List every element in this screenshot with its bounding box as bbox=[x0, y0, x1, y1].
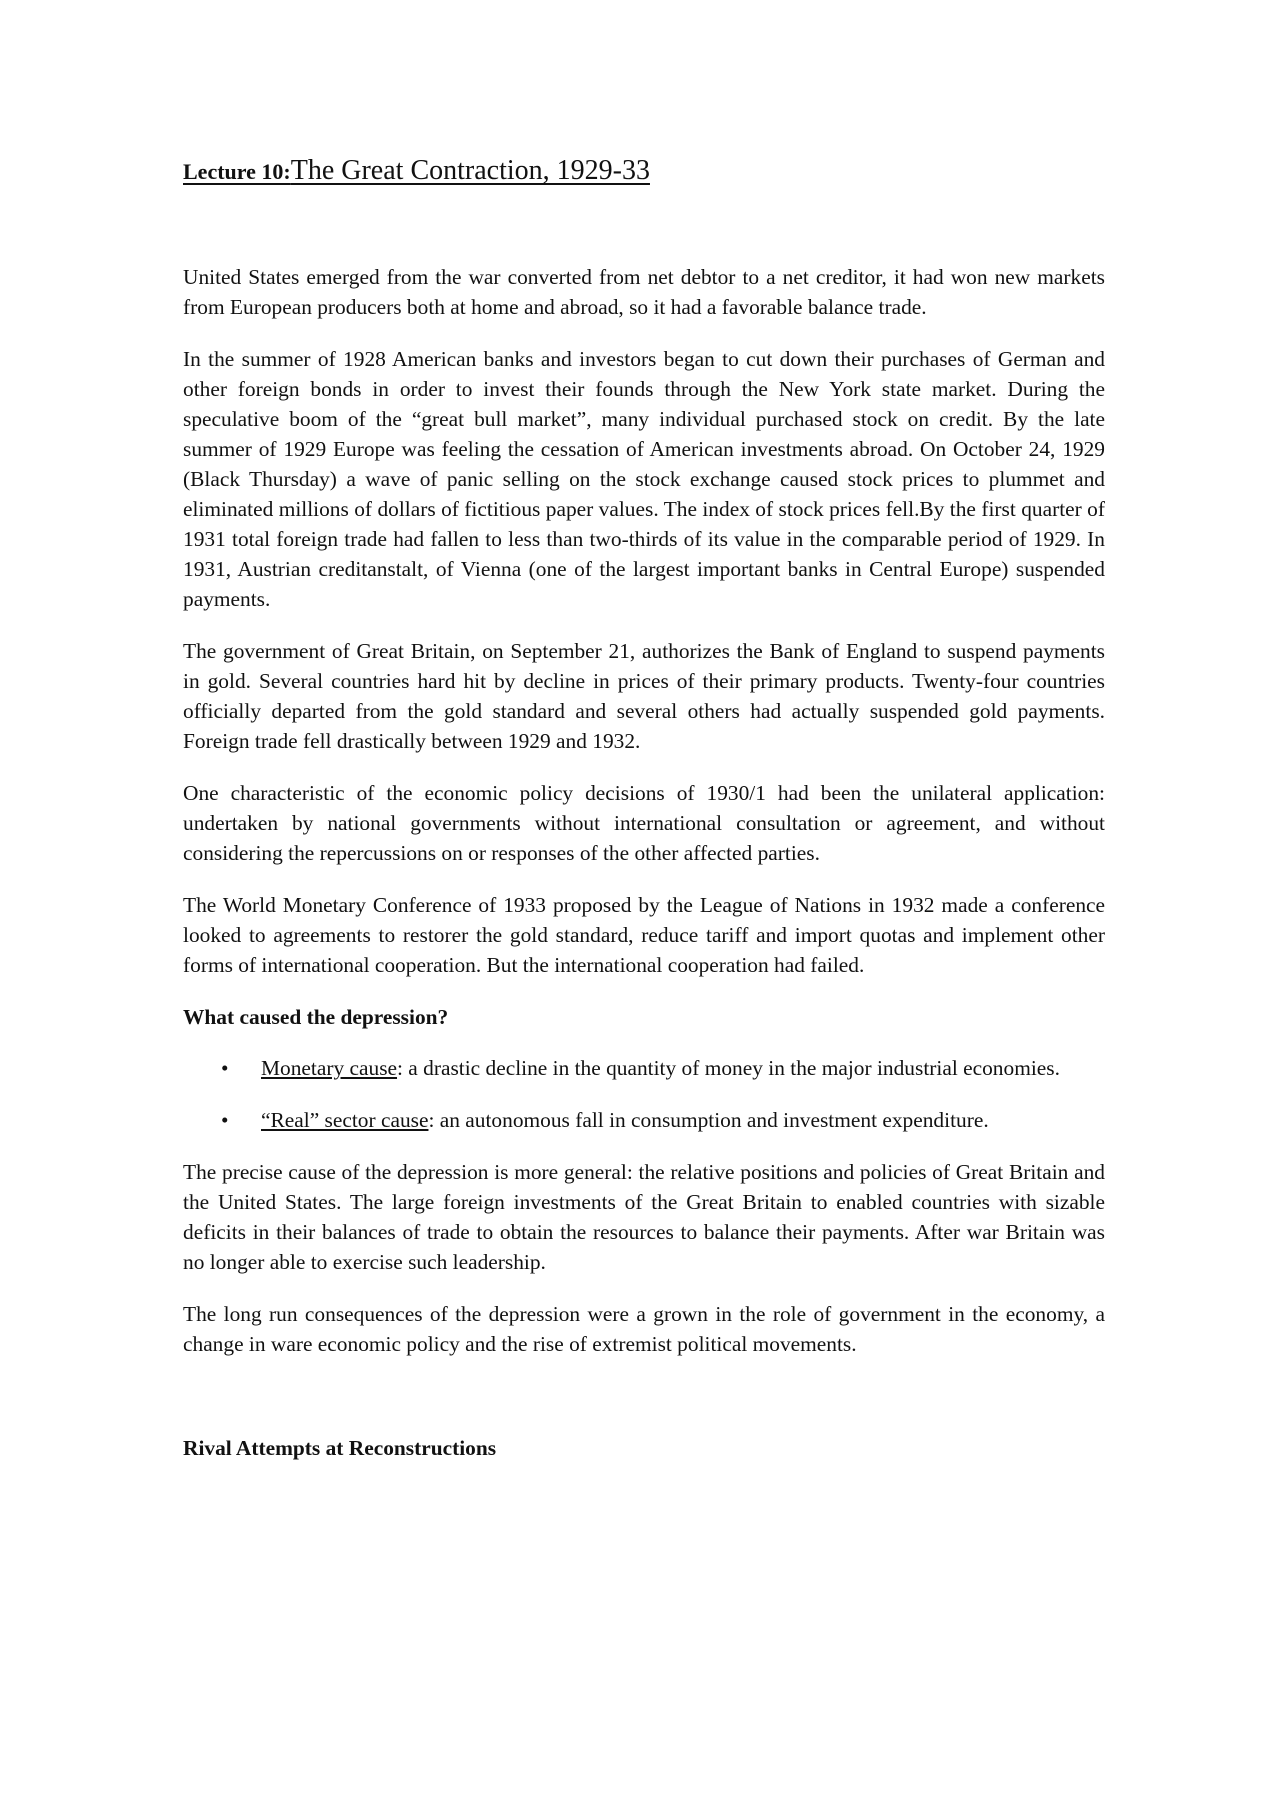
title-main: The Great Contraction, 1929-33 bbox=[290, 155, 650, 186]
list-item-real-sector-cause bbox=[183, 1105, 1105, 1135]
cause-label: “Real” sector cause bbox=[261, 1108, 429, 1132]
cause-label: Monetary cause bbox=[261, 1056, 398, 1080]
cause-text: : a drastic decline in the quantity of money in the major industrial economies. bbox=[397, 1056, 1060, 1080]
document-body bbox=[183, 262, 1105, 1484]
paragraph-long-run: The long run consequences of the depression were a grown in the role of government in the economy, a change in ware economic policy and the rise of extremist political movements. bbox=[183, 1302, 1105, 1356]
title-prefix: Lecture 10: bbox=[183, 159, 291, 184]
list-item-monetary-cause bbox=[183, 1053, 1105, 1083]
page-title bbox=[183, 150, 650, 187]
paragraph-gold-suspension: The government of Great Britain, on September 21, authorizes the Bank of England to suspend payments in gold. Several countries hard hit by decline in prices of their primary products. Twenty-four countries officially departed from the gold standard and several others had actually suspended gold payments. Foreign trade fell drastically between 1929 and 1932. bbox=[183, 639, 1105, 753]
paragraph-1928-crash: In the summer of 1928 American banks and investors began to cut down their purchases of German and other foreign bonds in order to invest their founds through the New York state market. During the speculative boom of the “great bull market”, many individual purchased stock on credit. By the late summer of 1929 Europe was feeling the cessation of American investments abroad. On October 24, 1929 (Black Thursday) a wave of panic selling on the stock exchange caused stock prices to plummet and eliminated millions of dollars of fictitious paper values. The index of stock prices fell.By the first quarter of 1931 total foreign trade had fallen to less than two-thirds of its value in the comparable period of 1929. In 1931, Austrian creditanstalt, of Vienna (one of the largest important banks in Central Europe) suspended payments. bbox=[183, 347, 1105, 611]
causes-list bbox=[183, 1053, 1105, 1135]
paragraph-precise-cause: The precise cause of the depression is more general: the relative positions and policies of Great Britain and the United States. The large foreign investments of the Great Britain to enabled countries with sizable deficits in their balances of trade to obtain the resources to balance their payments. After war Britain was no longer able to exercise such leadership. bbox=[183, 1160, 1105, 1274]
heading-rival-attempts: Rival Attempts at Reconstructions bbox=[183, 1436, 497, 1460]
cause-text: : an autonomous fall in consumption and investment expenditure. bbox=[428, 1108, 989, 1132]
bullet-icon: • bbox=[221, 1108, 229, 1132]
paragraph-war-creditor: United States emerged from the war converted from net debtor to a net creditor, it had won new markets from European producers both at home and abroad, so it had a favorable balance trade. bbox=[183, 265, 1105, 319]
spacer bbox=[183, 1381, 1105, 1433]
paragraph-monetary-conference: The World Monetary Conference of 1933 proposed by the League of Nations in 1932 made a conference looked to agreements to restorer the gold standard, reduce tariff and import quotas and implement other forms of international cooperation. But the international cooperation had failed. bbox=[183, 893, 1105, 977]
heading-what-caused: What caused the depression? bbox=[183, 1005, 449, 1029]
paragraph-unilateral-policy: One characteristic of the economic policy decisions of 1930/1 had been the unilateral application: undertaken by national governments without international consultation or agreement, and without considering the repercussions on or responses of the other affected parties. bbox=[183, 781, 1105, 865]
bullet-icon: • bbox=[221, 1056, 229, 1080]
